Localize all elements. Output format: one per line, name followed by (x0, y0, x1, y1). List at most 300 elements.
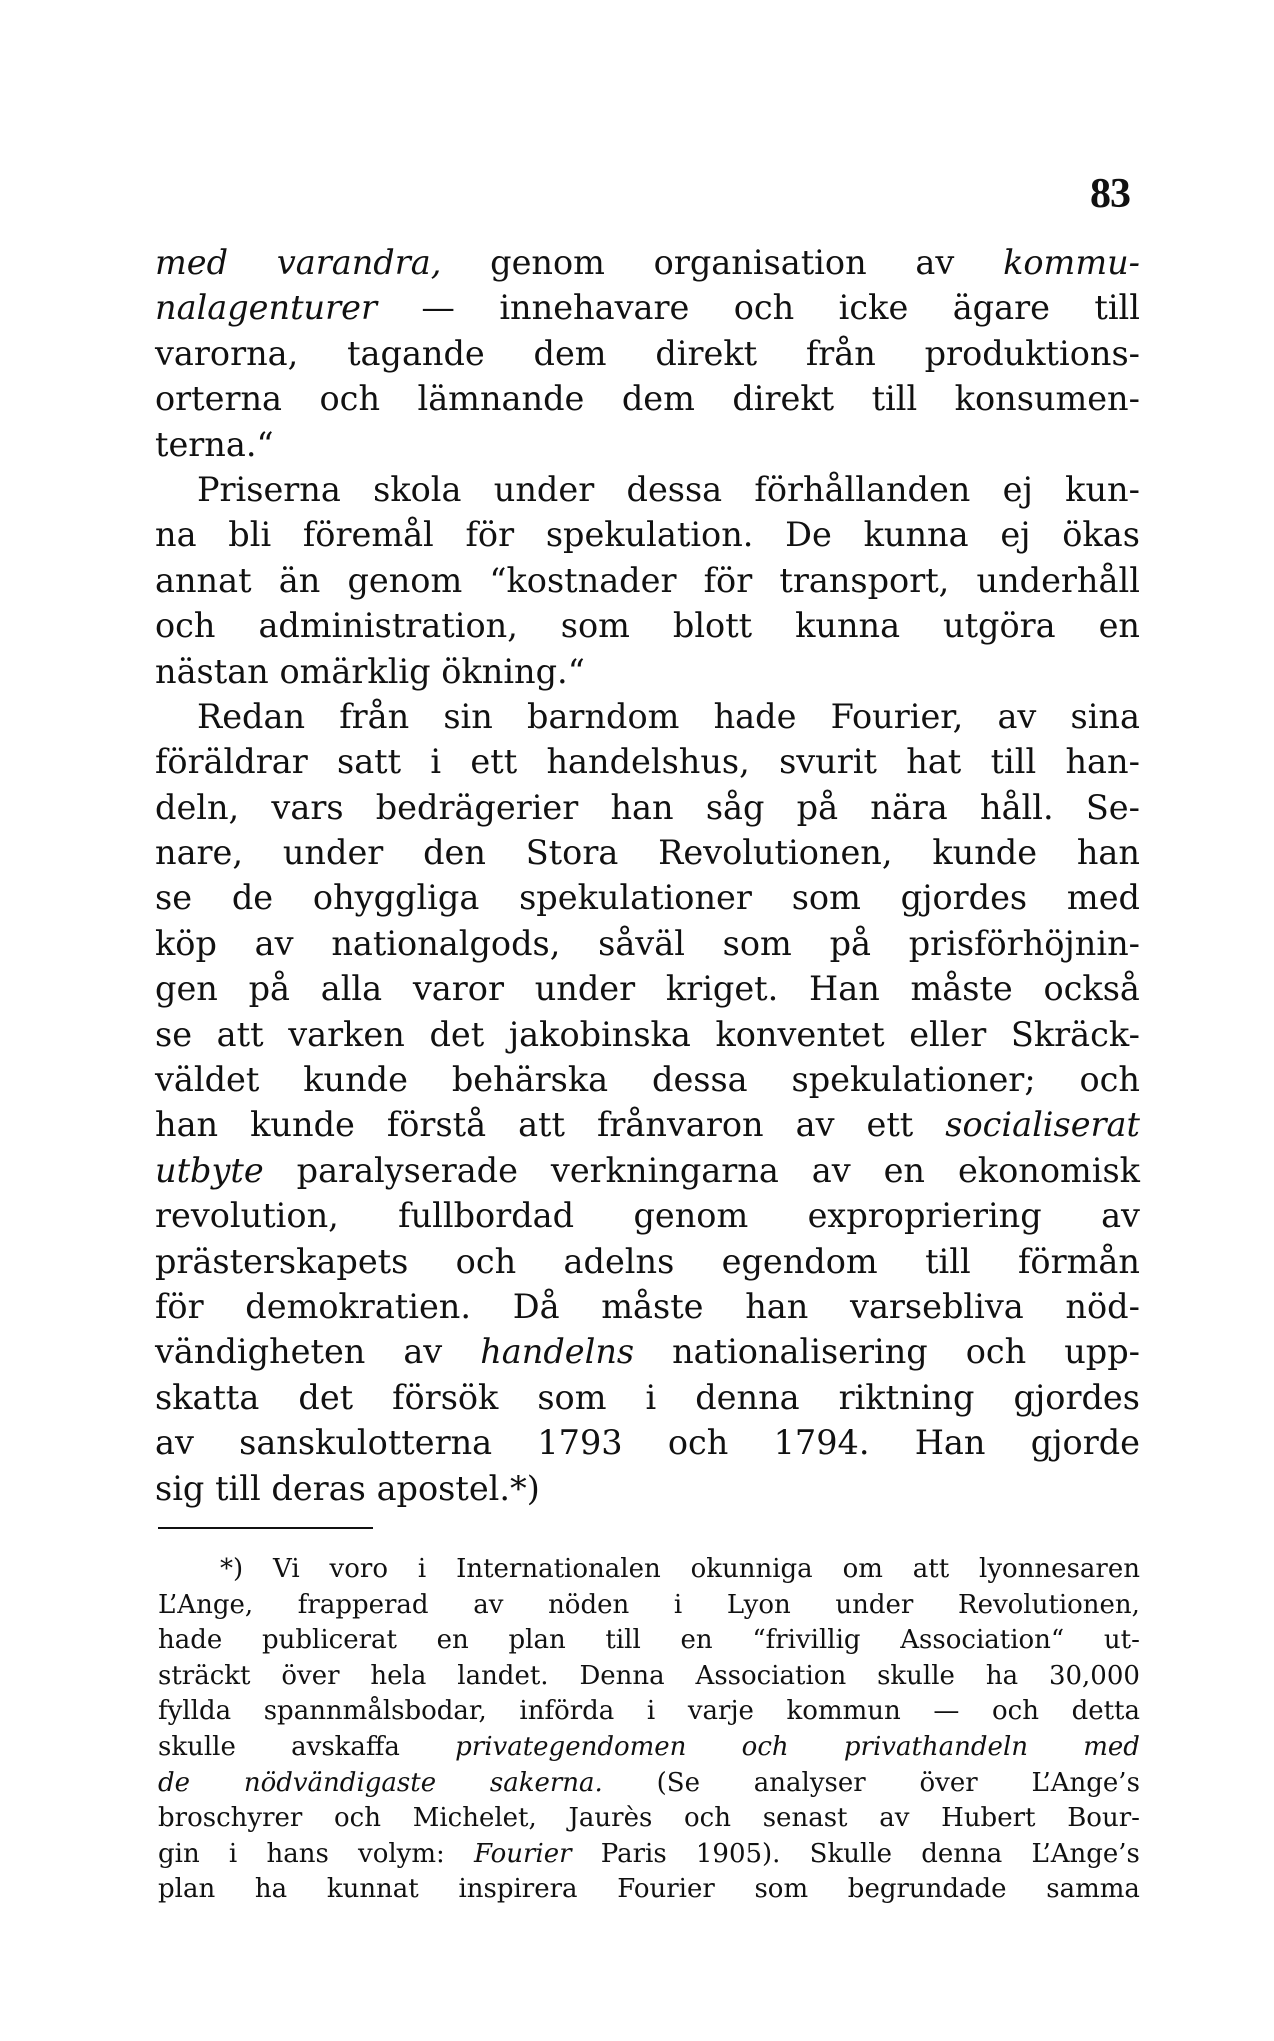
word: en (883, 1150, 926, 1190)
word: satt (337, 742, 402, 782)
word: ägare (952, 288, 1050, 328)
word: varor (412, 969, 504, 1009)
word: organisation (653, 243, 867, 282)
word: direkt (655, 333, 758, 373)
word: blott (672, 606, 753, 646)
word: de (231, 878, 274, 918)
word: gen (155, 969, 218, 1009)
word: alla (320, 969, 383, 1009)
word: till (871, 379, 918, 419)
word: hans (266, 1838, 329, 1869)
word: från (805, 333, 876, 373)
word: inspirera (458, 1874, 578, 1905)
word: 1905). (695, 1838, 781, 1869)
word: kommu- (1003, 243, 1140, 282)
word: en (680, 1625, 713, 1656)
word: i (228, 1838, 238, 1869)
word: över (919, 1767, 978, 1798)
word: kunna (863, 515, 969, 555)
word: av (254, 923, 294, 963)
word: förmån (1018, 1241, 1140, 1281)
word: varje (687, 1696, 754, 1727)
text-line (155, 1102, 1140, 1147)
word: L’Ange’s (1031, 1838, 1140, 1869)
word: skatta (155, 1377, 260, 1417)
word: administration, (258, 606, 518, 646)
footnote-line (158, 1801, 1140, 1837)
word: Michelet, (412, 1803, 537, 1834)
word: ej (1002, 469, 1033, 509)
word: i (646, 1696, 656, 1727)
word: handelns (480, 1332, 635, 1372)
word: Han (809, 969, 880, 1009)
word: Han (914, 1423, 986, 1463)
text-line (155, 694, 1140, 739)
word: på (829, 923, 871, 963)
word: terna.“ (155, 424, 274, 464)
word: varsebliva (850, 1286, 1024, 1326)
word: kun- (1065, 469, 1140, 509)
word: Association (695, 1660, 847, 1691)
word: som (754, 1874, 809, 1905)
word: köp (155, 923, 217, 963)
word: Bour- (1067, 1803, 1140, 1834)
footnote (158, 1552, 1140, 1908)
word: av (1101, 1196, 1140, 1236)
text-line (155, 1420, 1140, 1465)
word: Stora (525, 833, 619, 873)
footnote-line (158, 1694, 1140, 1730)
word: bedrägerier (375, 787, 579, 827)
word: ha (254, 1874, 288, 1905)
word: dem (621, 379, 695, 419)
word: på (248, 969, 291, 1009)
word: han (155, 1105, 219, 1145)
word: Redan (197, 696, 306, 736)
word: hela (370, 1660, 427, 1691)
word: till (925, 1241, 971, 1281)
word: analyser (753, 1767, 866, 1798)
word: genom (347, 560, 463, 600)
word: och (667, 1423, 729, 1463)
word: under (282, 833, 384, 873)
text-line (155, 1148, 1140, 1193)
word: av (997, 696, 1037, 736)
word: en (1098, 606, 1140, 646)
word: publicerat (261, 1625, 397, 1656)
word: — (933, 1696, 960, 1727)
word: förstå (386, 1105, 487, 1145)
word: de (158, 1767, 191, 1798)
word: införda (519, 1696, 615, 1727)
word: såväl (598, 923, 685, 963)
footnote-line (158, 1552, 1140, 1588)
word: nationalisering (672, 1332, 928, 1372)
word: adelns (563, 1241, 675, 1281)
word: privategendomen (455, 1731, 687, 1762)
text-line (155, 830, 1140, 875)
word: “frivillig (752, 1625, 861, 1656)
text-line (155, 467, 1140, 512)
word: av (915, 243, 955, 282)
word: spekulationer (519, 878, 752, 918)
word: föräldrar (155, 742, 308, 782)
word: svurit (779, 742, 877, 782)
word: och (1079, 1060, 1140, 1100)
word: bli (228, 515, 272, 555)
word: avskaffa (291, 1731, 400, 1762)
word: Paris (600, 1838, 667, 1869)
word: Revolutionen, (958, 1589, 1140, 1620)
word: hat (906, 742, 962, 782)
word: demokratien. (245, 1286, 472, 1326)
word: 30,000 (1048, 1660, 1140, 1691)
word: och (455, 1241, 517, 1281)
word: produktions- (924, 333, 1140, 373)
word: spannmålsbodar, (263, 1696, 487, 1727)
word: och (733, 288, 795, 328)
footnote-divider (158, 1527, 373, 1529)
text-line (155, 240, 1140, 285)
text-line (155, 331, 1140, 376)
word: konventet (715, 1014, 885, 1054)
word: han (1076, 833, 1140, 873)
word: nöd- (1065, 1286, 1140, 1326)
word: med (1083, 1731, 1140, 1762)
footnote-line (158, 1837, 1140, 1873)
word: ekonomisk (957, 1150, 1140, 1190)
word: kunde (932, 833, 1038, 873)
word: ökas (1062, 515, 1140, 555)
text-line (155, 649, 1140, 694)
footnote-line (158, 1872, 1140, 1908)
footnote-line (158, 1623, 1140, 1659)
word: gjordes (1013, 1377, 1140, 1417)
word: till (215, 1468, 261, 1508)
word: underhåll (976, 560, 1140, 600)
word: kommun (786, 1696, 901, 1727)
word: som (791, 878, 861, 918)
word: L’Ange’s (1031, 1767, 1140, 1798)
text-line (155, 1193, 1140, 1238)
word: till (605, 1625, 641, 1656)
word: Se- (1085, 787, 1140, 827)
word: — (421, 288, 455, 328)
word: gin (158, 1838, 200, 1869)
word: barndom (527, 696, 680, 736)
word: fyllda (158, 1696, 232, 1727)
word: Fourier (473, 1838, 572, 1869)
word: dem (533, 333, 607, 373)
word: för (465, 515, 515, 555)
text-line (155, 875, 1140, 920)
word: se (155, 1014, 193, 1054)
word: Hubert (941, 1803, 1036, 1834)
word: nalagenturer (155, 288, 377, 328)
word: nära (870, 787, 948, 827)
word: måste (601, 1286, 704, 1326)
word: (Se (656, 1767, 700, 1798)
word: lämnande (417, 379, 585, 419)
word: för (155, 1286, 204, 1326)
word: skola (373, 469, 462, 509)
footnote-line (158, 1730, 1140, 1766)
word: *) (220, 1554, 244, 1584)
word: sig (155, 1468, 205, 1508)
text-line (155, 285, 1140, 330)
word: i (417, 1554, 427, 1584)
word: med (155, 243, 229, 282)
word: landet. (457, 1660, 549, 1691)
word: Skulle (809, 1838, 892, 1869)
word: denna (921, 1838, 1003, 1869)
word: ett (470, 742, 518, 782)
footnote-line (158, 1659, 1140, 1695)
word: eller (909, 1014, 987, 1054)
text-line (155, 376, 1140, 421)
word: skulle (158, 1731, 236, 1762)
word: utgöra (943, 606, 1056, 646)
text-line (155, 512, 1140, 557)
word: han (610, 787, 674, 827)
word: att (216, 1014, 264, 1054)
word: okunniga (690, 1554, 813, 1584)
text-line (155, 1466, 1140, 1511)
word: expropriering (807, 1196, 1042, 1236)
word: senast (762, 1803, 848, 1834)
word: Vi (273, 1554, 300, 1584)
text-line (155, 1329, 1140, 1374)
word: om (842, 1554, 883, 1584)
page-number: 83 (1090, 171, 1130, 217)
word: icke (838, 288, 909, 328)
word: som (722, 923, 792, 963)
word: kriget. (665, 969, 779, 1009)
word: frånvaron (596, 1105, 764, 1145)
word: lyonnesaren (979, 1554, 1140, 1584)
word: prisförhöjnin- (908, 923, 1140, 963)
word: sträckt (158, 1660, 251, 1691)
word: som (560, 606, 630, 646)
word: omärklig (279, 651, 431, 691)
footnote-line (158, 1766, 1140, 1802)
word: det (429, 1014, 485, 1054)
word: av (795, 1105, 835, 1145)
word: konsumen- (954, 379, 1140, 419)
word: sina (1070, 696, 1140, 736)
word: måste (910, 969, 1013, 1009)
word: genom (490, 243, 605, 282)
word: och (155, 606, 216, 646)
word: Fourier, (830, 696, 964, 736)
text-line (155, 422, 1140, 467)
word: och (319, 379, 381, 419)
word: paralyserade (296, 1150, 518, 1190)
word: voro (329, 1554, 388, 1584)
word: Jaurès (568, 1803, 653, 1834)
word: under (835, 1589, 914, 1620)
word: varken (288, 1014, 405, 1054)
word: förhållanden (754, 469, 971, 509)
word: hade (713, 696, 797, 736)
word: att (912, 1554, 950, 1584)
word: dessa (626, 469, 723, 509)
word: som (537, 1377, 607, 1417)
word: av (403, 1332, 443, 1372)
word: direkt (732, 379, 835, 419)
word: en (436, 1625, 469, 1656)
word: detta (1071, 1696, 1140, 1727)
word: socialiserat (945, 1105, 1140, 1145)
word: ökning.“ (441, 651, 585, 691)
word: begrundade (847, 1874, 1007, 1905)
word: nödvändigaste (243, 1767, 437, 1798)
word: hade (158, 1625, 223, 1656)
word: L’Ange, (158, 1589, 254, 1620)
word: kunna (795, 606, 901, 646)
word: han (745, 1286, 809, 1326)
text-line (155, 1375, 1140, 1420)
word: upp- (1064, 1332, 1140, 1372)
word: fullbordad (398, 1196, 575, 1236)
word: och (741, 1731, 789, 1762)
word: ha (985, 1660, 1019, 1691)
word: Denna (579, 1660, 665, 1691)
word: verkningarna (550, 1150, 779, 1190)
word: av (879, 1803, 910, 1834)
word: Då (512, 1286, 560, 1326)
word: jakobinska (508, 1014, 691, 1054)
word: dessa (652, 1060, 748, 1100)
word: nöden (548, 1589, 630, 1620)
word: ej (1000, 515, 1031, 555)
word: av (811, 1150, 851, 1190)
text-line (155, 1057, 1140, 1102)
word: behärska (451, 1060, 609, 1100)
text-line (155, 558, 1140, 603)
word: och (991, 1696, 1039, 1727)
word: såg (705, 787, 765, 827)
text-line (155, 785, 1140, 830)
word: transport, (779, 560, 950, 600)
word: De (785, 515, 832, 555)
word: håll. (980, 787, 1054, 827)
word: deras (271, 1468, 366, 1508)
word: kunnat (326, 1874, 419, 1905)
word: spekulationer; (791, 1060, 1036, 1100)
text-line (155, 921, 1140, 966)
text-line (155, 966, 1140, 1011)
word: sanskulotterna (239, 1423, 493, 1463)
word: skulle (877, 1660, 955, 1691)
word: orterna (155, 379, 283, 419)
word: varandra, (276, 243, 442, 282)
word: Priserna (197, 469, 341, 509)
word: till (1094, 288, 1140, 328)
word: Lyon (726, 1589, 791, 1620)
word: i (673, 1589, 683, 1620)
word: “kostnader (489, 560, 677, 600)
word: innehavare (499, 288, 690, 328)
word: ohyggliga (312, 878, 480, 918)
word: varorna, (155, 333, 299, 373)
word: kunde (250, 1105, 355, 1145)
word: och (684, 1803, 731, 1834)
word: riktning (838, 1377, 975, 1417)
word: vars (271, 787, 344, 827)
word: den (423, 833, 486, 873)
text-line (155, 739, 1140, 784)
word: han- (1065, 742, 1140, 782)
body-text (155, 240, 1140, 1511)
word: sin (443, 696, 493, 736)
word: under (534, 969, 636, 1009)
text-line (155, 1239, 1140, 1284)
word: av (473, 1589, 504, 1620)
word: Internationalen (456, 1554, 661, 1584)
word: sakerna. (489, 1767, 603, 1798)
word: privathandeln (843, 1731, 1028, 1762)
word: från (339, 696, 410, 736)
word: ett (866, 1105, 914, 1145)
text-line (155, 1284, 1140, 1329)
word: egendom (721, 1241, 878, 1281)
word: ut- (1103, 1625, 1140, 1656)
word: denna (695, 1377, 800, 1417)
word: nationalgods, (331, 923, 561, 963)
word: nästan (155, 651, 269, 691)
word: plan (158, 1874, 216, 1905)
word: utbyte (155, 1150, 264, 1190)
word: väldet (155, 1060, 260, 1100)
word: na (155, 515, 197, 555)
word: gjorde (1030, 1423, 1140, 1463)
footnote-line (158, 1588, 1140, 1624)
word: försök (392, 1377, 499, 1417)
word: tagande (347, 333, 485, 373)
word: med (1066, 878, 1140, 918)
word: broschyrer (158, 1803, 303, 1834)
word: över (281, 1660, 340, 1691)
word: i (430, 742, 442, 782)
word: till (990, 742, 1037, 782)
word: 1793 (537, 1423, 623, 1463)
word: annat (155, 560, 252, 600)
word: också (1043, 969, 1140, 1009)
word: deln, (155, 787, 240, 827)
word: apostel.*) (376, 1468, 540, 1508)
word: att (518, 1105, 565, 1145)
text-line (155, 1012, 1140, 1057)
word: nare, (155, 833, 244, 873)
word: för (703, 560, 753, 600)
word: genom (633, 1196, 749, 1236)
word: plan (508, 1625, 566, 1656)
word: frapperad (297, 1589, 429, 1620)
word: vändigheten (155, 1332, 366, 1372)
word: Skräck- (1010, 1014, 1140, 1054)
word: Association“ (900, 1625, 1065, 1656)
word: prästerskapets (155, 1241, 409, 1281)
word: det (298, 1377, 354, 1417)
word: än (278, 560, 321, 600)
word: samma (1046, 1874, 1140, 1905)
word: volym: (358, 1838, 445, 1869)
word: och (965, 1332, 1027, 1372)
word: revolution, (155, 1196, 339, 1236)
text-line (155, 603, 1140, 648)
word: föremål (302, 515, 434, 555)
